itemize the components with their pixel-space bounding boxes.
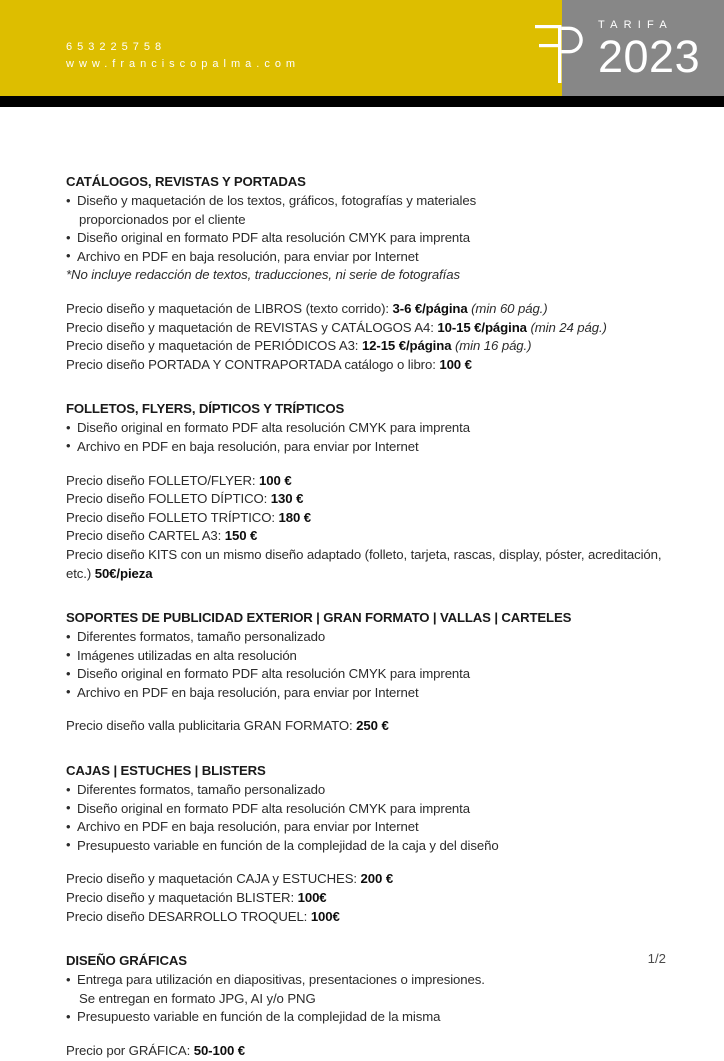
price-value: 100€ — [310, 908, 340, 924]
price-label: Precio diseño y maquetación de PERIÓDICOS A3: — [66, 338, 362, 354]
feature-bullet-list — [66, 628, 666, 702]
price-label: Precio diseño FOLLETO DÍPTICO: — [66, 491, 271, 507]
price-value: 180 € — [278, 509, 312, 525]
feature-bullet — [66, 665, 666, 684]
price-value: 200 € — [360, 871, 394, 887]
tariff-section — [66, 951, 666, 1060]
price-line — [66, 356, 666, 375]
feature-bullet-list — [66, 419, 666, 456]
feature-bullet-text-cont: Se entregan en formato JPG, AI y/o PNG — [79, 990, 316, 1006]
price-label: Precio diseño PORTADA Y CONTRAPORTADA catálogo o libro: — [66, 356, 440, 372]
price-line — [66, 509, 666, 528]
price-suffix: (min 24 pág.) — [526, 319, 607, 335]
feature-bullet — [66, 229, 666, 248]
price-label: Precio diseño FOLLETO/FLYER: — [66, 472, 260, 488]
tarifa-label: TARIFA — [598, 19, 673, 31]
tariff-content — [66, 172, 666, 1061]
feature-bullet-text: Presupuesto variable en función de la complejidad de la misma — [77, 1009, 441, 1025]
price-list — [66, 717, 666, 736]
feature-bullet — [66, 419, 666, 438]
price-label: Precio diseño DESARROLLO TROQUEL: — [66, 908, 311, 924]
feature-bullet-text: Diseño original en formato PDF alta resolución CMYK para imprenta — [77, 420, 470, 436]
price-list — [66, 870, 666, 926]
price-label: Precio diseño y maquetación CAJA y ESTUCHES: — [66, 871, 361, 887]
feature-bullet — [66, 971, 666, 1008]
price-label: Precio diseño KITS con un mismo diseño adaptado (folleto, tarjeta, rascas, display, póster, acreditación, etc.) — [66, 546, 662, 581]
feature-bullet-text: Archivo en PDF en baja resolución, para enviar por Internet — [77, 248, 419, 264]
feature-bullet-text: Archivo en PDF en baja resolución, para enviar por Internet — [77, 819, 419, 835]
feature-bullet-text: Diseño original en formato PDF alta resolución CMYK para imprenta — [77, 230, 470, 246]
price-label: Precio diseño CARTEL A3: — [66, 528, 225, 544]
price-line — [66, 1042, 666, 1061]
price-value: 100 € — [439, 356, 472, 372]
price-label: Precio por GRÁFICA: — [66, 1043, 194, 1058]
feature-bullet — [66, 248, 666, 267]
tariff-section — [66, 608, 666, 736]
feature-bullet-text: Diferentes formatos, tamaño personalizado — [77, 629, 326, 645]
tarifa-year: 2023 — [598, 31, 701, 82]
price-value: 50-100 € — [193, 1043, 245, 1058]
price-list — [66, 1042, 666, 1061]
feature-bullet-text: Diseño original en formato PDF alta resolución CMYK para imprenta — [77, 800, 470, 816]
feature-bullet-text: Diferentes formatos, tamaño personalizado — [77, 782, 326, 798]
price-value: 130 € — [270, 491, 304, 507]
feature-bullet — [66, 684, 666, 703]
price-value: 12-15 €/página — [361, 338, 452, 354]
feature-bullet-list — [66, 971, 666, 1027]
price-line — [66, 490, 666, 509]
price-line — [66, 889, 666, 908]
feature-bullet-list — [66, 192, 666, 266]
feature-bullet-text: Diseño original en formato PDF alta resolución CMYK para imprenta — [77, 666, 470, 682]
price-value: 3-6 €/página — [392, 300, 468, 316]
feature-bullet-text: Imágenes utilizadas en alta resolución — [77, 647, 297, 663]
header-black-divider — [0, 96, 724, 107]
price-line — [66, 527, 666, 546]
price-value: 100€ — [297, 890, 327, 906]
section-title: CATÁLOGOS, REVISTAS Y PORTADAS — [66, 174, 306, 189]
section-title: FOLLETOS, FLYERS, DÍPTICOS Y TRÍPTICOS — [66, 401, 345, 417]
page-number: 1/2 — [647, 951, 666, 966]
price-line — [66, 717, 666, 736]
price-value: 50€/pieza — [94, 565, 153, 581]
section-title: DISEÑO GRÁFICAS — [66, 953, 187, 969]
price-list — [66, 300, 666, 374]
section-title: CAJAS | ESTUCHES | BLISTERS — [66, 763, 266, 779]
price-label: Precio diseño y maquetación de LIBROS (texto corrido): — [66, 300, 393, 316]
feature-bullet-list — [66, 781, 666, 855]
price-line — [66, 908, 666, 927]
feature-bullet — [66, 438, 666, 457]
feature-bullet-text-cont: proporcionados por el cliente — [79, 211, 246, 227]
feature-bullet — [66, 818, 666, 837]
price-label: Precio diseño FOLLETO TRÍPTICO: — [66, 509, 279, 525]
price-line — [66, 319, 666, 338]
price-suffix: (min 60 pág.) — [467, 300, 548, 316]
feature-bullet — [66, 837, 666, 856]
price-line — [66, 472, 666, 491]
tarifa-brand-block — [598, 19, 708, 80]
page-header — [0, 0, 724, 96]
feature-bullet-text: Entrega para utilización en diapositivas, presentaciones o impresiones. — [77, 972, 485, 988]
tariff-section — [66, 399, 666, 583]
feature-bullet-text: Archivo en PDF en baja resolución, para enviar por Internet — [77, 438, 419, 454]
feature-bullet-text: Archivo en PDF en baja resolución, para enviar por Internet — [77, 684, 419, 700]
section-note: *No incluye redacción de textos, traducciones, ni serie de fotografías — [66, 267, 460, 283]
feature-bullet-text: Presupuesto variable en función de la complejidad de la caja y del diseño — [77, 837, 499, 853]
feature-bullet — [66, 647, 666, 666]
price-value: 10-15 €/página — [437, 319, 527, 335]
price-label: Precio diseño valla publicitaria GRAN FORMATO: — [66, 718, 357, 734]
price-value: 250 € — [356, 718, 389, 734]
price-label: Precio diseño y maquetación BLISTER: — [66, 890, 298, 906]
price-suffix: (min 16 pág.) — [451, 338, 532, 354]
price-line — [66, 870, 666, 889]
feature-bullet — [66, 800, 666, 819]
tariff-section — [66, 172, 666, 374]
contact-phone: 653225758 — [66, 41, 167, 53]
price-value: 100 € — [259, 472, 292, 488]
price-line — [66, 546, 666, 583]
price-line — [66, 300, 666, 319]
price-list — [66, 472, 666, 584]
feature-bullet — [66, 628, 666, 647]
price-line — [66, 337, 666, 356]
tariff-section — [66, 761, 666, 926]
contact-website: www.franciscopalma.com — [66, 58, 301, 70]
feature-bullet — [66, 192, 666, 229]
price-value: 150 € — [224, 528, 258, 544]
section-title: SOPORTES DE PUBLICIDAD EXTERIOR | GRAN FORMATO | VALLAS | CARTELES — [66, 610, 572, 626]
feature-bullet — [66, 1008, 666, 1027]
feature-bullet — [66, 781, 666, 800]
feature-bullet-text: Diseño y maquetación de los textos, gráficos, fotografías y materiales — [77, 193, 477, 208]
price-label: Precio diseño y maquetación de REVISTAS y CATÁLOGOS A4: — [66, 319, 438, 335]
contact-info — [66, 39, 300, 73]
fp-monogram-logo — [533, 23, 589, 85]
